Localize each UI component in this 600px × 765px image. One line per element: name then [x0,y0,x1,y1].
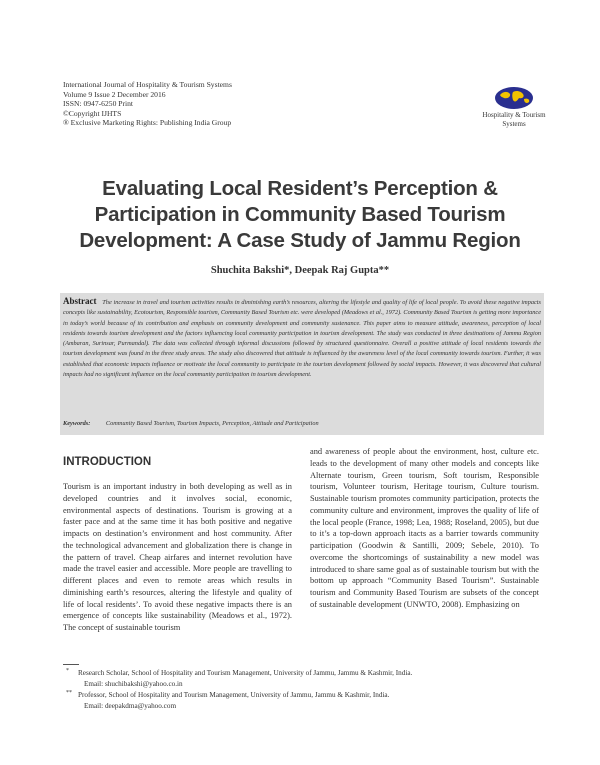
journal-issn: ISSN: 0947-6250 Print [63,99,134,108]
footnote-affiliation-2: Professor, School of Hospitality and Tourism Management, University of Jammu, Jammu & Kashmir, India. [78,691,390,699]
journal-rights: ® Exclusive Marketing Rights: Publishing India Group [63,118,232,127]
footnote-2 [66,690,548,701]
footnote-1 [66,668,548,679]
keywords [63,420,541,427]
keywords-label: Keywords: [63,420,91,427]
body-column-right: and awareness of people about the environment, host, culture etc. leads to the development of many other models and concepts like Alternate tourism, Green tourism, Soft tourism, Responsible tourism, Volunteer tourism, Heritage tourism, Culture tourism. Sustainable tourism promotes community participation, protects the community culture and environment, improves the quality of life of the local people (France, 1998; Lea, 1988; Roseland, 2005), but due to it’s a top-down approach itacts as a barrier towards community participation (Goodwin & Santilli, 2009; Sebele, 2010). To overcome the shortcomings of sustainability a new model was introduced to share same goal as of sustainable tourism but with the bottom up approach “Community Based Tourism”. Sustainable tourism and Community Based Tourism are subsets of the concept of sustainable development (UNWTO, 2008). Emphasizing on [310,447,539,609]
abstract-label: Abstract [63,296,97,306]
title-line-3: Development: A Case Study of Jammu Region [79,229,521,252]
journal-name: International Journal of Hospitality & Tourism Systems [63,80,232,89]
journal-issue: Volume 9 Issue 2 December 2016 [63,89,166,99]
journal-meta [63,80,232,128]
journal-logo [478,86,550,128]
author-list: Shuchita Bakshi*, Deepak Raj Gupta** [210,265,390,276]
title-line-1: Evaluating Local Resident’s Perception & [102,177,498,200]
footnote-email-2: Email: deepakdma@yahoo.com [84,702,177,710]
abstract-body: The increase in travel and tourism activities results in diminishing earth’s resources, altering the lifestyle and quality of life of local people. To avoid these negative impacts concepts like sustainability, Ecotourism, Responsible tourism, Community Based Tourism etc. were developed (Meadows et al., 1972). Community Based Tourism is getting more importance in today’s world because of its contribution and emphasis on community development and community sustenance. This paper aims to measure attitude, awareness, perception of local residents towards tourism development and the factors influencing local community participation in tourism development. The study was conducted in three destinations of Jammu Region (Ambaran, Surinsar, Purmandal). The data was collected through informal discussions followed by structured questionnaire. Overall a positive attitude of local residents towards the tourism development was found in the three study areas. The study also discovered that attitude is influenced by the awareness level of the local community towards tourism. Further, it was established that economic impacts influence or motivate the local community to participate in the tourism development followed by social impacts. However, it was discovered that cultural impacts had no significant influence on the local community participation in tourism development. [63,299,541,379]
section-heading-introduction: INTRODUCTION [63,456,152,468]
footnote-mark-2: ** [66,690,72,696]
paper-title [40,176,560,254]
body-column-left: Tourism is an important industry in both developing as well as in developed countries and it involves social, economic, environmental aspects of destinations. Tourism is growing at a faster pace and at the same time it has both positive and negative impacts on destination’s environment and host community. After the technological advancement and globalization there is change in the pattern of travel. Cheap airfares and internet revolution have made the travel easier and accessible. More people are travelling to different places and even to remote areas which results in diminishing earth’s resources, altering the lifestyle and quality of life of local residents’. To avoid these negative impacts there is an emergence of concepts like sustainability (Meadows et al., 1972). The concept of sustainable tourism [63,482,292,632]
footnotes [66,668,548,712]
journal-copyright: ©Copyright IJHTS [63,108,122,118]
footnote-email-1: Email: shuchibakshi@yahoo.co.in [84,680,183,688]
footnote-affiliation-1: Research Scholar, School of Hospitality and Tourism Management, University of Jammu, Jammu & Kashmir, India. [78,669,413,677]
logo-line-1: Hospitality & Tourism [482,111,546,119]
abstract [63,296,541,380]
globe-icon [494,86,534,110]
logo-line-2: Systems [502,119,526,128]
footnote-mark-1: * [66,668,69,674]
keywords-list: Community Based Tourism, Tourism Impacts, Perception, Attitude and Participation [105,420,319,427]
footnote-divider [63,664,79,665]
title-line-2: Participation in Community Based Tourism [94,203,506,226]
